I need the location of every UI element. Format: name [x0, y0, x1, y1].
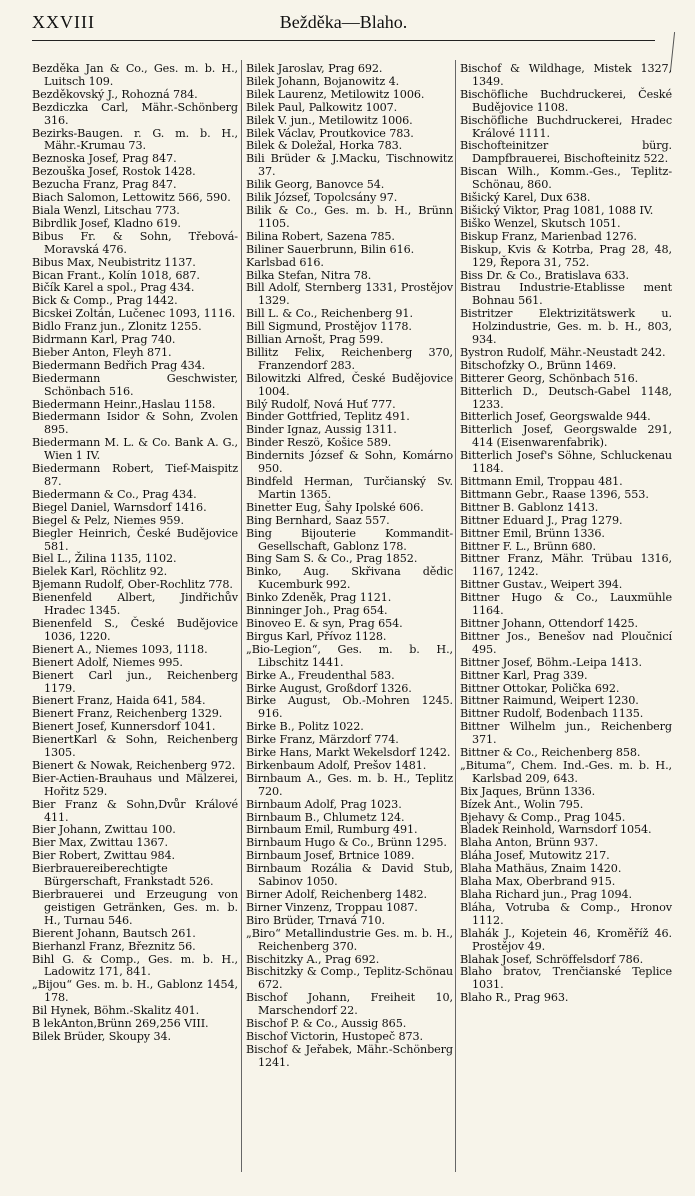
directory-entry: Birke August, Großdorf 1326.: [246, 681, 412, 695]
directory-entry: B lekAnton,Brünn 269,256 VIII.: [32, 1017, 209, 1031]
directory-entry: Bibrdlik Josef, Kladno 619.: [32, 216, 181, 230]
directory-entry: Birnbaum A., Ges. m. b. H., Teplitz 720.: [246, 771, 453, 798]
directory-entry: Biedermann M. L. & Co. Bank A. G., Wien 1 IV.: [32, 436, 238, 463]
directory-entry: Bilek & Doležal, Horka 783.: [246, 139, 403, 153]
directory-entry: Bischitzky & Comp., Teplitz-Schönau 672.: [246, 965, 453, 992]
column-1: [32, 63, 238, 1044]
directory-entry: Bittner Hugo & Co., Lauxmühle 1164.: [460, 591, 672, 618]
directory-entry: Bick & Comp., Prag 1442.: [32, 294, 178, 308]
directory-entry: Bittner Emil, Brünn 1336.: [460, 526, 605, 540]
directory-entry: Bienert Franz, Haida 641, 584.: [32, 694, 206, 708]
directory-entry: Birke B., Politz 1022.: [246, 720, 364, 734]
directory-entry: Bišický Viktor, Prag 1081, 1088 IV.: [460, 203, 654, 217]
directory-entry: Bidlo Franz jun., Zlonitz 1255.: [32, 320, 202, 334]
directory-entry: Bier Robert, Zwittau 984.: [32, 849, 175, 863]
directory-entry: Bittner Wilhelm jun., Reichenberg 371.: [460, 720, 672, 747]
directory-entry: Bilek Brüder, Skoupy 34.: [32, 1029, 171, 1043]
directory-entry: Karlsbad 616.: [246, 255, 324, 269]
directory-entry: Billian Arnošt, Prag 599.: [246, 333, 384, 347]
directory-entry: Birnbaum Adolf, Prag 1023.: [246, 797, 402, 811]
directory-entry: Bilek Johann, Bojanowitz 4.: [246, 74, 400, 88]
directory-entry: Bezděkovský J., Rohozná 784.: [32, 87, 198, 101]
directory-entry: Birnbaum Josef, Brtnice 1089.: [246, 849, 415, 863]
directory-entry: Bittner Gustav., Weipert 394.: [460, 578, 623, 592]
directory-entry: Bitterlich D., Deutsch-Gabel 1148, 1233.: [460, 384, 672, 411]
directory-entry: Blaho R., Prag 963.: [460, 991, 569, 1005]
directory-entry: Bier Max, Zwittau 1367.: [32, 836, 168, 850]
directory-entry: Birkenbaum Adolf, Prešov 1481.: [246, 758, 427, 772]
directory-entry: Binder Gottfried, Teplitz 491.: [246, 410, 410, 424]
directory-entry: Bing Bijouterie Kommandit-Gesellschaft, Gablonz 178.: [246, 526, 453, 553]
directory-entry: „Bio-Legion“, Ges. m. b. H., Libschitz 1441.: [246, 642, 453, 669]
directory-entry: Blaha Anton, Brünn 937.: [460, 836, 599, 850]
directory-entry: Bilina Robert, Sazena 785.: [246, 229, 395, 243]
directory-entry: Birke Franz, Märzdorf 774.: [246, 733, 399, 747]
page-header: [32, 10, 655, 36]
directory-entry: Bischof Johann, Freiheit 10, Marschendorf 22.: [246, 991, 453, 1018]
directory-entry: Biegel Daniel, Warnsdorf 1416.: [32, 500, 207, 514]
directory-entry: Bitterlich Josef's Söhne, Schluckenau 1184.: [460, 449, 672, 476]
directory-entry: Bierhanzl Franz, Březnitz 56.: [32, 939, 196, 953]
directory-entry: „Biro“ Metallindustrie Ges. m. b. H., Reichenberg 370.: [246, 926, 453, 953]
directory-entry: Bischof & Jeřabek, Mähr.-Schönberg 1241.: [246, 1042, 453, 1069]
directory-entry: Biedermann & Co., Prag 434.: [32, 487, 197, 501]
directory-entry: Bilik József, Topolcsány 97.: [246, 191, 398, 205]
directory-entry: Bittner Johann, Ottendorf 1425.: [460, 616, 638, 630]
directory-entry: Bittner Karl, Prag 339.: [460, 668, 588, 682]
directory-entry: „Bituma“, Chem. Ind.-Ges. m. b. H., Karlsbad 209, 643.: [460, 758, 672, 785]
directory-entry: Biala Wenzl, Litschau 773.: [32, 203, 180, 217]
directory-entry: Bienert Adolf, Niemes 995.: [32, 655, 183, 669]
directory-entry: Birner Adolf, Reichenberg 1482.: [246, 888, 427, 901]
directory-entry: Bláha Josef, Mutowitz 217.: [460, 849, 610, 863]
directory-entry: Bezdiczka Carl, Mähr.-Schönberg 316.: [32, 100, 238, 127]
directory-entry: Bízek Ant., Wolin 795.: [460, 797, 584, 811]
directory-entry: Biedermann Geschwister, Schönbach 516.: [32, 371, 238, 398]
directory-entry: Bittner Rudolf, Bodenbach 1135.: [460, 707, 644, 721]
directory-entry: Blaha Richard jun., Prag 1094.: [460, 888, 632, 901]
directory-entry: Bienert Carl jun., Reichenberg 1179.: [32, 668, 238, 695]
directory-entry: Bilek Laurenz, Metilowitz 1006.: [246, 87, 425, 101]
directory-entry: Biedermann Heinr.,Haslau 1158.: [32, 397, 216, 411]
directory-entry: Biskup, Kvis & Kotrba, Prag 28, 48, 129, Řepora 31, 752.: [460, 242, 672, 269]
directory-entry: Bing Bernhard, Saaz 557.: [246, 513, 390, 527]
directory-entry: Birnbaum Hugo & Co., Brünn 1295.: [246, 836, 447, 850]
directory-entry: Biel L., Žilina 1135, 1102.: [32, 552, 177, 566]
directory-entry: Bienert Josef, Kunnersdorf 1041.: [32, 720, 216, 734]
directory-entry: Binko, Aug. Skřivana dědic Kucemburk 992.: [246, 565, 453, 592]
directory-entry: Biegel & Pelz, Niemes 959.: [32, 513, 184, 527]
directory-entry: Biedermann Robert, Tief-Maispitz 87.: [32, 462, 238, 488]
column-divider: [241, 60, 242, 1172]
column-3: [460, 63, 672, 1005]
directory-entry: Bistritzer Elektrizitätswerk u. Holzindustrie, Ges. m. b. H., 803, 934.: [460, 307, 672, 347]
directory-entry: Bienenfeld Albert, Jindřichův Hradec 1345.: [32, 591, 238, 618]
directory-entry: Bystron Rudolf, Mähr.-Neustadt 242.: [460, 345, 666, 359]
directory-entry: Bjemann Rudolf, Ober-Rochlitz 778.: [32, 578, 233, 592]
directory-entry: Binder Reszö, Košice 589.: [246, 436, 392, 450]
directory-entry: Bindfeld Herman, Turčianský Sv. Martin 1365.: [246, 475, 453, 501]
directory-entry: Blahak Josef, Schröffelsdorf 786.: [460, 952, 644, 966]
directory-entry: Bistrau Industrie-Etablisse ment Bohnau 561.: [460, 281, 672, 308]
directory-entry: Billitz Felix, Reichenberg 370, Franzendorf 283.: [246, 345, 453, 372]
directory-entry: Birnbaum B., Chlumetz 124.: [246, 810, 405, 824]
directory-entry: Binko Zdeněk, Prag 1121.: [246, 591, 392, 605]
directory-entry: Bittmann Gebr., Raase 1396, 553.: [460, 487, 649, 501]
directory-entry: Bezucha Franz, Prag 847.: [32, 178, 177, 192]
directory-entry: Bill Adolf, Sternberg 1331, Prostějov 1329.: [246, 281, 453, 308]
directory-entry: Bischof Victorin, Hustopeč 873.: [246, 1029, 423, 1043]
directory-entry: Biskup Franz, Marienbad 1276.: [460, 229, 637, 243]
directory-entry: Bielek Karl, Röchlitz 92.: [32, 565, 168, 579]
directory-entry: Biegler Heinrich, České Budějovice 581.: [32, 526, 238, 553]
directory-entry: Bilowitzki Alfred, České Budějovice 1004.: [246, 371, 453, 398]
directory-entry: Bilka Stefan, Nitra 78.: [246, 268, 372, 282]
directory-entry: Bier Johann, Zwittau 100.: [32, 823, 176, 837]
page-number: XXVIII: [32, 12, 95, 32]
directory-entry: Bienert Franz, Reichenberg 1329.: [32, 707, 223, 721]
directory-entry: Bittmann Emil, Troppau 481.: [460, 475, 623, 488]
directory-entry: Blaha Mathäus, Znaim 1420.: [460, 862, 622, 876]
directory-entry: Birgus Karl, Přívoz 1128.: [246, 629, 387, 643]
directory-entry: Binder Ignaz, Aussig 1311.: [246, 423, 397, 437]
directory-entry: Bláha, Votruba & Comp., Hronov 1112.: [460, 900, 672, 927]
directory-entry: Birke August, Ob.-Mohren 1245. 916.: [246, 694, 453, 721]
column-divider: [455, 60, 456, 1172]
directory-entry: Bitschofzky O., Brünn 1469.: [460, 358, 617, 372]
directory-entry: Bienert A., Niemes 1093, 1118.: [32, 642, 208, 656]
directory-entry: Bezděka Jan & Co., Ges. m. b. H., Luitsch 109.: [32, 62, 238, 88]
directory-entry: Bittner Raimund, Weipert 1230.: [460, 694, 639, 708]
directory-entry: Bihl G. & Comp., Ges. m. b. H., Ladowitz 171, 841.: [32, 952, 238, 979]
directory-entry: Bierbrauereiberechtigte Bürgerschaft, Frankstadt 526.: [32, 862, 214, 889]
directory-entry: Bischöfliche Buchdruckerei, České Budějovice 1108.: [460, 87, 672, 114]
directory-entry: Biach Salomon, Lettowitz 566, 590.: [32, 191, 231, 205]
directory-entry: Bitterer Georg, Schönbach 516.: [460, 371, 639, 385]
directory-entry: BienertKarl & Sohn, Reichenberg 1305.: [32, 733, 238, 760]
directory-entry: Bican Frant., Kolín 1018, 687.: [32, 268, 200, 282]
directory-entry: Bischöfliche Buchdruckerei, Hradec Králové 1111.: [460, 113, 672, 140]
directory-entry: Birke Hans, Markt Wekelsdorf 1242.: [246, 746, 451, 760]
directory-entry: Bišický Karel, Dux 638.: [460, 191, 591, 205]
directory-entry: Bierbrauerei und Erzeugung von geistigen Getränken, Ges. m. b. H., Turnau 546.: [32, 888, 238, 927]
directory-entry: Bischof P. & Co., Aussig 865.: [246, 1017, 407, 1031]
directory-entry: Bill L. & Co., Reichenberg 91.: [246, 307, 413, 321]
directory-entry: Bittner B. Gablonz 1413.: [460, 500, 599, 514]
directory-entry: Bischof & Wildhage, Mistek 1327, 1349.: [460, 62, 672, 88]
directory-entry: Bladek Reinhold, Warnsdorf 1054.: [460, 823, 652, 837]
directory-entry: Bieber Anton, Fleyh 871.: [32, 345, 172, 359]
directory-entry: Biss Dr. & Co., Bratislava 633.: [460, 268, 629, 282]
directory-entry: Blaha Max, Oberbrand 915.: [460, 875, 616, 889]
directory-entry: Bili Brüder & J.Macku, Tischnowitz 37.: [246, 152, 453, 179]
directory-entry: Bezirks-Baugen. r. G. m. b. H., Mähr.-Krumau 73.: [32, 126, 238, 153]
directory-entry: Biliner Sauerbrunn, Bilin 616.: [246, 242, 415, 256]
directory-entry: Bierent Johann, Bautsch 261.: [32, 926, 196, 940]
directory-entry: Birner Vinzenz, Troppau 1087.: [246, 900, 418, 914]
directory-entry: Bienert & Nowak, Reichenberg 972.: [32, 758, 236, 772]
page-title: Bežděka—Blaho.: [279, 12, 408, 32]
directory-entry: Bier Franz & Sohn,Dvůr Králové 411.: [32, 797, 238, 824]
directory-entry: Binninger Joh., Prag 654.: [246, 604, 388, 618]
directory-entry: Blahák J., Kojetein 46, Kroměříž 46. Prostějov 49.: [460, 926, 672, 953]
directory-entry: Bitterlich Josef, Georgswalde 291, 414 (Eisenwarenfabrik).: [460, 423, 672, 450]
directory-entry: Bilý Rudolf, Nová Huť 777.: [246, 397, 396, 411]
directory-entry: Bidrmann Karl, Prag 740.: [32, 333, 176, 347]
directory-entry: Bienenfeld S., České Budějovice 1036, 1220.: [32, 616, 238, 643]
directory-entry: Bittner Jos., Benešov nad Ploučnicí 495.: [460, 629, 672, 656]
directory-entry: Bix Jaques, Brünn 1336.: [460, 784, 596, 798]
directory-entry: Biedermann Bedřich Prag 434.: [32, 358, 206, 372]
directory-entry: Birnbaum Rozália & David Stub, Sabinov 1050.: [246, 862, 453, 889]
directory-entry: Bezouška Josef, Rostok 1428.: [32, 165, 196, 179]
directory-entry: Bilek Paul, Palkowitz 1007.: [246, 100, 398, 114]
directory-entry: Birnbaum Emil, Rumburg 491.: [246, 823, 418, 837]
column-2: [246, 63, 453, 1070]
directory-entry: Bilek Václav, Proutkovice 783.: [246, 126, 414, 140]
directory-entry: Bil Hynek, Böhm.-Skalitz 401.: [32, 1004, 200, 1018]
directory-entry: Bibus Max, Neubistritz 1137.: [32, 255, 196, 269]
directory-entry: Bittner Franz, Mähr. Trübau 1316, 1167, 1242.: [460, 552, 672, 579]
directory-entry: Bittner Ottokar, Polička 692.: [460, 681, 620, 695]
directory-entry: Bing Sam S. & Co., Prag 1852.: [246, 552, 418, 566]
directory-entry: Beznoska Josef, Prag 847.: [32, 152, 177, 166]
directory-entry: Bibus Fr. & Sohn, Třebová-Moravská 476.: [32, 229, 238, 256]
directory-entry: Bittner & Co., Reichenberg 858.: [460, 746, 641, 760]
directory-entry: Biscan Wilh., Komm.-Ges., Teplitz-Schönau, 860.: [460, 165, 672, 192]
header-rule: [32, 40, 655, 41]
directory-entry: Biro Brüder, Trnavá 710.: [246, 913, 385, 927]
directory-entry: Bittner Eduard J., Prag 1279.: [460, 513, 623, 527]
directory-entry: Bilik Georg, Banovce 54.: [246, 178, 385, 192]
directory-entry: Bilek V. jun., Metilowitz 1006.: [246, 113, 413, 127]
directory-entry: Bilek Jaroslav, Prag 692.: [246, 62, 383, 75]
directory-entry: Bittner F. L., Brünn 680.: [460, 539, 596, 553]
directory-entry: Bindernits József & Sohn, Komárno 950.: [246, 449, 453, 476]
directory-entry: Bilik & Co., Ges. m. b. H., Brünn 1105.: [246, 203, 453, 230]
directory-entry: Birke A., Freudenthal 583.: [246, 668, 395, 682]
directory-entry: Bischitzky A., Prag 692.: [246, 952, 380, 966]
directory-entry: Biedermann Isidor & Sohn, Zvolen 895.: [32, 410, 238, 437]
directory-entry: Binetter Eug, Šahy Ipolské 606.: [246, 500, 424, 514]
directory-entry: „Bijou“ Ges. m. b. H., Gablonz 1454, 178.: [32, 978, 238, 1005]
directory-entry: Bier-Actien-Brauhaus und Mälzerei, Hořitz 529.: [32, 771, 238, 798]
directory-entry: Bittner Josef, Böhm.-Leipa 1413.: [460, 655, 642, 669]
directory-entry: Bischofteinitzer bürg. Dampfbrauerei, Bischofteinitz 522.: [460, 139, 672, 166]
directory-entry: Bičík Karel a spol., Prag 434.: [32, 281, 195, 295]
directory-entry: Bill Sigmund, Prostějov 1178.: [246, 320, 412, 334]
directory-entry: Blaho bratov, Trenčianské Teplice 1031.: [460, 965, 672, 992]
directory-entry: Bitterlich Josef, Georgswalde 944.: [460, 410, 651, 424]
directory-entry: Bjehavy & Comp., Prag 1045.: [460, 810, 626, 824]
directory-entry: Biško Wenzel, Skutsch 1051.: [460, 216, 621, 230]
directory-entry: Binoveo E. & syn, Prag 654.: [246, 616, 403, 630]
directory-entry: Bicskei Zoltán, Lučenec 1093, 1116.: [32, 307, 236, 321]
